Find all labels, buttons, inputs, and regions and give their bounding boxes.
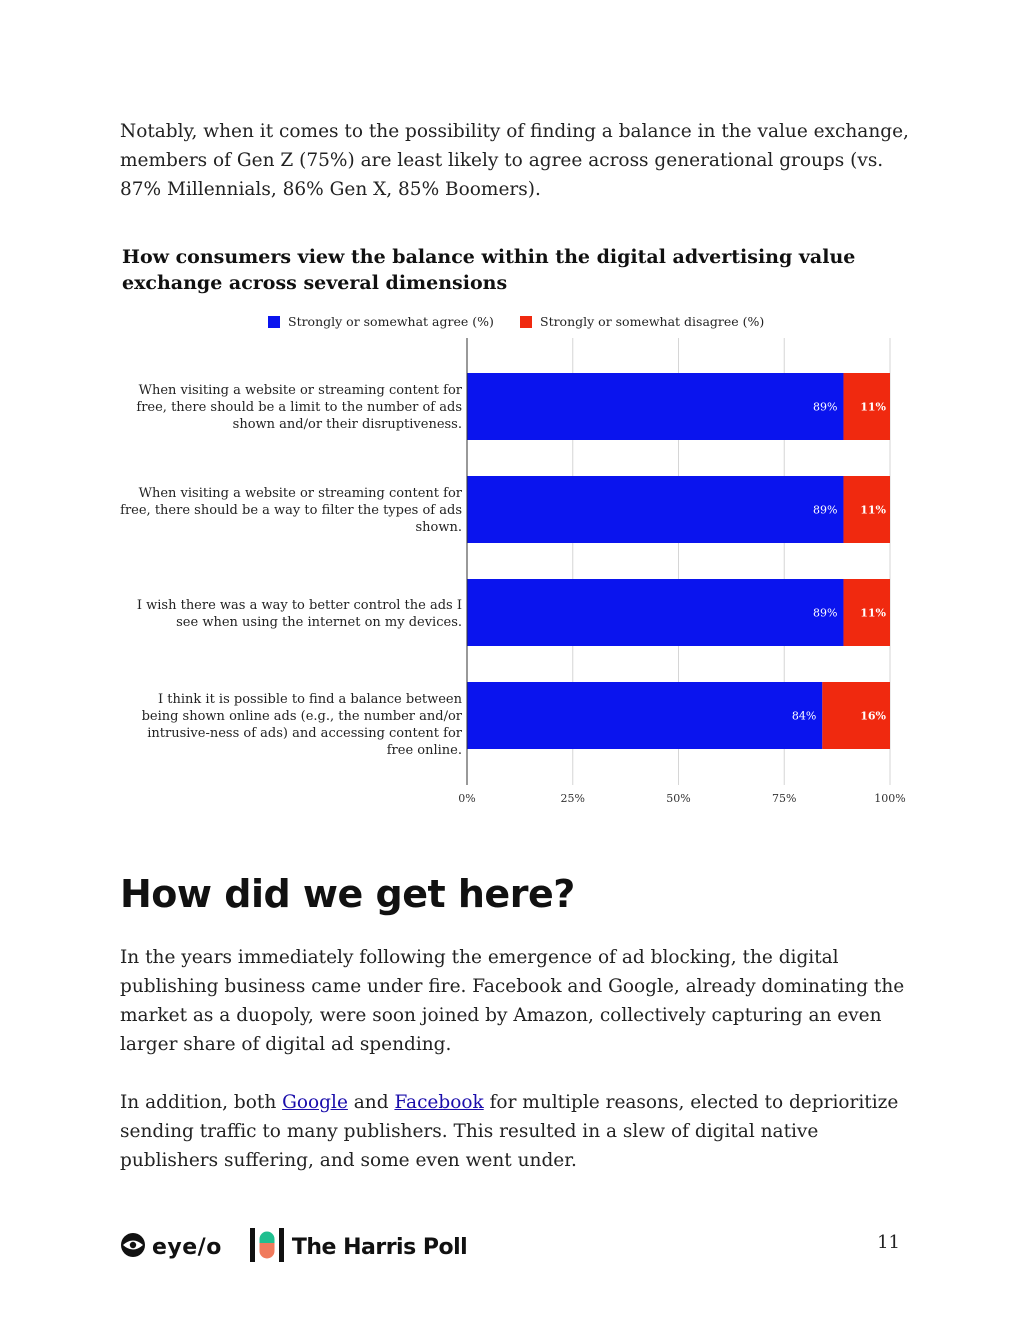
footer-logos <box>120 1228 467 1266</box>
legend-label-disagree: Strongly or somewhat disagree (%) <box>540 314 765 329</box>
harris-poll-logo-text: The Harris Poll <box>291 1234 468 1260</box>
google-link[interactable]: Google <box>282 1092 348 1113</box>
section-heading: How did we get here? <box>120 872 575 916</box>
page-number: 11 <box>877 1232 900 1253</box>
para2-text-after: for multiple reasons, elected to deprioritize sending traffic to many publishers. This resulted in a slew of digital native publishers suffering, and some even went under. <box>120 1092 899 1171</box>
bar-agree-2 <box>467 476 843 543</box>
eyeo-logo-text: eye/o <box>152 1234 222 1260</box>
para2-text-mid: and <box>347 1092 395 1113</box>
x-tick-label-100: 100% <box>874 792 906 805</box>
x-tick-label-25: 25% <box>560 792 585 805</box>
bar-agree-1 <box>467 373 843 440</box>
bar-agree-3 <box>467 579 843 646</box>
body-paragraph-1: In the years immediately following the emergence of ad blocking, the digital publishing business came under fire. Facebook and Google, already dominating the market as a duopoly, were soon joined by Amazon, collectively capturing an even larger share of digital ad spending. <box>120 947 905 1055</box>
legend-label-agree: Strongly or somewhat agree (%) <box>288 314 494 329</box>
data-label-agree-2: 89% <box>813 503 838 517</box>
data-label-disagree-4: 16% <box>860 709 886 723</box>
x-tick-label-50: 50% <box>666 792 691 805</box>
data-label-disagree-1: 11% <box>860 400 886 414</box>
bar-category-label-2: When visiting a website or streaming content for free, there should be a way to filter the types of ads shown. <box>120 486 462 535</box>
intro-paragraph: Notably, when it comes to the possibility of finding a balance in the value exchange, members of Gen Z (75%) are least likely to agree across generational groups (vs. 87% Millennials, 86% Gen X, 85% Boomers). <box>120 121 909 200</box>
eyeo-logo-icon <box>120 1232 146 1262</box>
x-tick-label-0: 0% <box>458 792 476 805</box>
harris-poll-logo-icon <box>250 1228 284 1266</box>
body-paragraph-2 <box>120 1088 910 1175</box>
data-label-agree-1: 89% <box>813 400 838 414</box>
facebook-link[interactable]: Facebook <box>394 1092 484 1113</box>
chart-title: How consumers view the balance within the digital advertising value exchange across several dimensions <box>122 246 856 294</box>
bar-category-label-1: When visiting a website or streaming content for free, there should be a limit to the number of ads shown and/or their disruptiveness. <box>136 383 462 432</box>
x-tick-label-75: 75% <box>772 792 797 805</box>
bar-category-label-3: I wish there was a way to better control the ads I see when using the internet on my devices. <box>136 598 462 630</box>
data-label-agree-4: 84% <box>791 709 817 723</box>
bar-agree-4 <box>467 682 822 749</box>
bar-category-label-4: I think it is possible to find a balance between being shown online ads (e.g., the number and/or intrusive-ness of ads) and accessing content for free online. <box>141 692 462 758</box>
data-label-agree-3: 89% <box>813 606 838 620</box>
data-label-disagree-3: 11% <box>860 606 886 620</box>
para2-text-before: In addition, both <box>120 1092 283 1113</box>
data-label-disagree-2: 11% <box>860 503 886 517</box>
